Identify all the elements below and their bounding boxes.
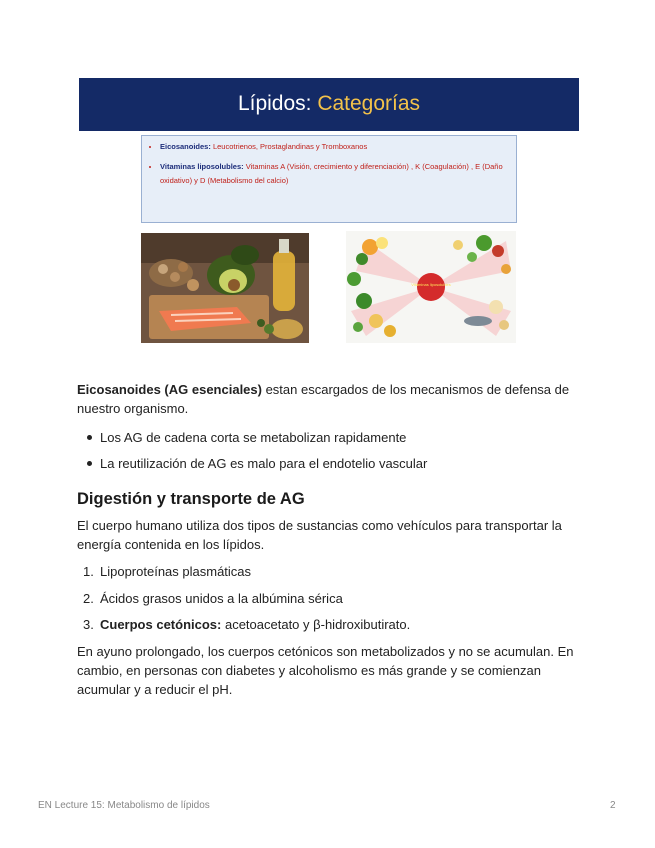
list-item: 1. Lipoproteínas plasmáticas <box>83 564 252 579</box>
intro-paragraph: Eicosanoides (AG esenciales) estan escargados de los mecanismos de defensa de nuestro organismo. <box>77 382 570 416</box>
slide-bullet: • Vitaminas liposolubles: Vitaminas A (Visión, crecimiento y diferenciación) , K (Coagulación) , E (Daño oxidativo) y D (Metabolismo del calcio) <box>160 160 510 188</box>
section-heading: Digestión y transporte de AG <box>77 490 305 508</box>
list-item: 2. Ácidos grasos unidos a la albúmina sérica <box>83 590 343 606</box>
slide-content-box <box>141 135 517 223</box>
section-paragraph: El cuerpo humano utiliza dos tipos de sustancias como vehículos para transportar la energía contenida en los lípidos. <box>77 518 562 552</box>
slide-bullet: • Eicosanoides: Leucotrienos, Prostaglandinas y Tromboxanos <box>160 140 510 154</box>
healthy-fats-photo <box>141 233 309 343</box>
footer-title: EN Lecture 15: Metabolismo de lípidos <box>38 800 210 811</box>
vitamins-diagram <box>346 231 516 343</box>
list-item: La reutilización de AG es malo para el endotelio vascular <box>77 454 577 480</box>
intro-bullets <box>77 428 577 480</box>
numbered-list <box>77 562 577 642</box>
list-item: Los AG de cadena corta se metabolizan rapidamente <box>77 428 577 454</box>
closing-paragraph: En ayuno prolongado, los cuerpos cetónicos son metabolizados y no se acumulan. En cambio, en personas con diabetes y alcoholismo es más grande y se comienzan acumular y a reducir el pH. <box>77 644 574 697</box>
diagram-center-label: Vitaminas liposolubles <box>411 282 451 287</box>
page-number: 2 <box>610 800 616 811</box>
list-item: 3. Cuerpos cetónicos: acetoacetato y β-hidroxibutirato. <box>83 617 411 632</box>
slide-header <box>79 78 579 131</box>
slide-title: Lípidos: Categorías <box>237 92 421 115</box>
